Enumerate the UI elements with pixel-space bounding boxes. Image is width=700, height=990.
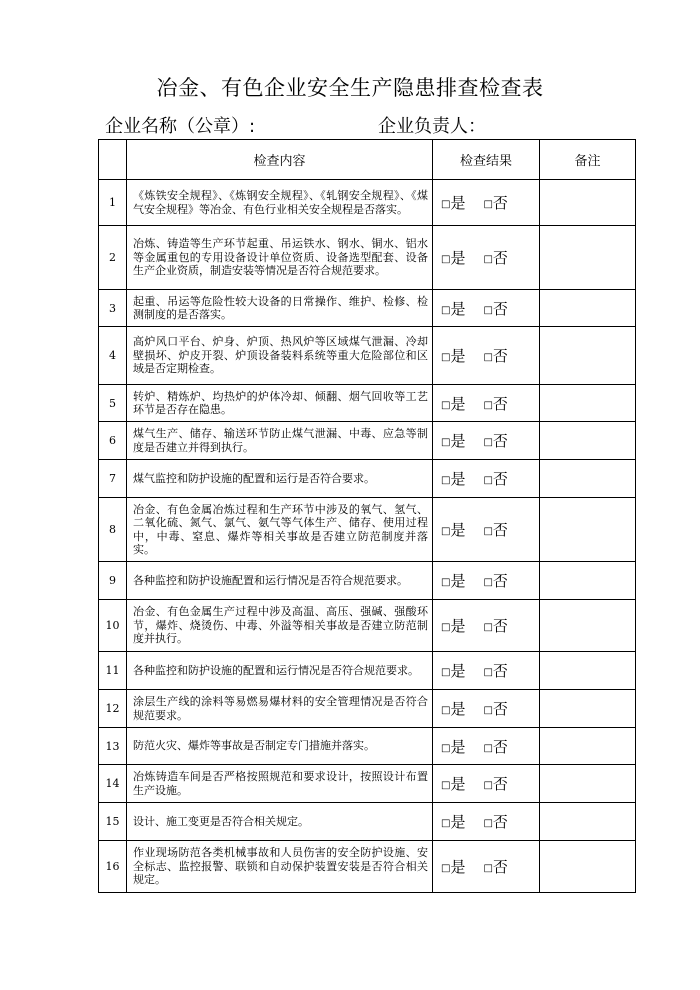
check-content: 冶炼铸造车间是否严格按照规范和要求设计，按照设计布置生产设施。 (127, 765, 433, 803)
header-result: 检查结果 (433, 140, 540, 180)
check-result (433, 765, 540, 803)
checkbox-icon[interactable]: □ (483, 863, 493, 874)
checkbox-icon[interactable]: □ (441, 863, 451, 874)
result-no-option[interactable] (483, 856, 507, 877)
check-result (433, 422, 540, 460)
check-content: 设计、施工变更是否符合相关规定。 (127, 803, 433, 841)
row-number: 1 (99, 180, 127, 226)
result-no-option[interactable] (483, 468, 507, 489)
table-row (99, 803, 636, 841)
remark-cell[interactable] (540, 180, 636, 226)
option-label-yes: 是 (450, 617, 466, 635)
check-content: 涂层生产线的涂料等易燃易爆材料的安全管理情况是否符合规范要求。 (127, 690, 433, 728)
result-no-option[interactable] (483, 298, 507, 319)
option-label-yes: 是 (450, 394, 466, 413)
result-yes-option[interactable] (441, 468, 465, 489)
checkbox-icon[interactable]: □ (441, 526, 451, 537)
checkbox-icon[interactable]: □ (441, 199, 451, 210)
table-row (99, 498, 636, 562)
option-label-yes: 是 (450, 194, 466, 212)
check-content: 各种监控和防护设施配置和运行情况是否符合规范要求。 (127, 562, 433, 600)
row-number: 12 (99, 690, 127, 728)
check-content: 起重、吊运等危险性较大设备的日常操作、维护、检修、检测制度的是否落实。 (127, 290, 433, 327)
result-yes-option[interactable] (441, 393, 465, 414)
row-number: 10 (99, 600, 127, 652)
check-content: 转炉、精炼炉、均热炉的炉体冷却、倾翻、烟气回收等工艺环节是否存在隐患。 (127, 385, 433, 422)
checkbox-icon[interactable]: □ (483, 399, 493, 411)
table-row (99, 600, 636, 652)
company-name-label: 企业名称（公章）: (105, 116, 256, 137)
option-label-yes: 是 (450, 700, 466, 718)
checkbox-icon[interactable]: □ (441, 475, 451, 486)
remark-cell[interactable] (540, 841, 636, 893)
checkbox-icon[interactable]: □ (483, 818, 493, 829)
option-label-yes: 是 (450, 858, 466, 876)
result-yes-option[interactable] (441, 298, 465, 319)
remark-cell[interactable] (540, 422, 636, 460)
option-label-yes: 是 (450, 737, 466, 756)
table-header-row (99, 140, 636, 180)
check-result (433, 690, 540, 728)
checkbox-icon[interactable]: □ (483, 526, 493, 537)
option-label-yes: 是 (450, 813, 466, 831)
result-yes-option[interactable] (441, 570, 465, 591)
table-row (99, 385, 636, 422)
row-number: 6 (99, 422, 127, 460)
remark-cell[interactable] (540, 803, 636, 841)
page-title: 冶金、有色企业安全生产隐患排查检查表 (156, 76, 544, 100)
checkbox-icon[interactable]: □ (483, 352, 493, 363)
checkbox-icon[interactable]: □ (483, 577, 493, 588)
check-result (433, 728, 540, 765)
result-yes-option[interactable] (441, 615, 465, 636)
option-label-no: 否 (492, 737, 508, 756)
row-number: 13 (99, 728, 127, 765)
check-content: 冶金、有色金属生产过程中涉及高温、高压、强碱、强酸环节，爆炸、烧烫伤、中毒、外溢等相关事故是否建立防范制度并执行。 (127, 600, 433, 652)
header-remark: 备注 (540, 140, 636, 180)
remark-cell[interactable] (540, 600, 636, 652)
option-label-no: 否 (492, 572, 508, 590)
checkbox-icon[interactable]: □ (441, 622, 451, 633)
result-no-option[interactable] (483, 736, 507, 757)
result-yes-option[interactable] (441, 698, 465, 719)
checkbox-icon[interactable]: □ (441, 254, 451, 265)
row-number: 2 (99, 226, 127, 290)
result-yes-option[interactable] (441, 345, 465, 366)
check-result (433, 226, 540, 290)
result-yes-option[interactable] (441, 247, 465, 268)
checkbox-icon[interactable]: □ (483, 622, 493, 633)
table-row (99, 841, 636, 893)
result-no-option[interactable] (483, 519, 507, 540)
option-label-yes: 是 (450, 521, 466, 539)
option-label-yes: 是 (450, 249, 466, 267)
option-label-no: 否 (492, 299, 508, 318)
check-result (433, 803, 540, 841)
table-row (99, 765, 636, 803)
checkbox-icon[interactable]: □ (441, 780, 451, 791)
check-content: 《炼铁安全规程》、《炼钢安全规程》、《轧钢安全规程》、《煤气安全规程》等冶金、有色行业相关安全规程是否落实。 (127, 180, 433, 226)
remark-cell[interactable] (540, 498, 636, 562)
header-content: 检查内容 (127, 140, 433, 180)
option-label-no: 否 (492, 347, 508, 365)
checkbox-icon[interactable]: □ (483, 705, 493, 716)
checkbox-icon[interactable]: □ (483, 475, 493, 486)
table-row (99, 290, 636, 327)
option-label-no: 否 (492, 394, 508, 413)
option-label-yes: 是 (450, 572, 466, 590)
result-no-option[interactable] (483, 773, 507, 794)
option-label-no: 否 (492, 662, 508, 680)
table-row (99, 690, 636, 728)
check-content: 煤气监控和防护设施的配置和运行是否符合要求。 (127, 460, 433, 498)
checkbox-icon[interactable]: □ (483, 437, 493, 448)
row-number: 8 (99, 498, 127, 562)
option-label-no: 否 (492, 700, 508, 718)
table-row (99, 327, 636, 385)
table-row (99, 180, 636, 226)
option-label-yes: 是 (450, 775, 466, 793)
check-result (433, 841, 540, 893)
option-label-no: 否 (492, 521, 508, 539)
table-row (99, 562, 636, 600)
result-no-option[interactable] (483, 247, 507, 268)
row-number: 7 (99, 460, 127, 498)
checkbox-icon[interactable]: □ (441, 399, 451, 411)
result-no-option[interactable] (483, 811, 507, 832)
checkbox-icon[interactable]: □ (441, 304, 451, 316)
option-label-no: 否 (492, 813, 508, 831)
row-number: 16 (99, 841, 127, 893)
remark-cell[interactable] (540, 728, 636, 765)
remark-cell[interactable] (540, 460, 636, 498)
check-result (433, 652, 540, 690)
check-result (433, 600, 540, 652)
option-label-no: 否 (492, 194, 508, 212)
result-yes-option[interactable] (441, 773, 465, 794)
checklist-table (98, 139, 636, 893)
owner-label: 企业负责人： (378, 116, 486, 137)
checkbox-icon[interactable]: □ (483, 304, 493, 316)
remark-cell[interactable] (540, 765, 636, 803)
remark-cell[interactable] (540, 226, 636, 290)
result-yes-option[interactable] (441, 519, 465, 540)
check-content: 防范火灾、爆炸等事故是否制定专门措施并落实。 (127, 728, 433, 765)
result-yes-option[interactable] (441, 856, 465, 877)
check-result (433, 385, 540, 422)
check-content: 煤气生产、储存、输送环节防止煤气泄漏、中毒、应急等制度是否建立并得到执行。 (127, 422, 433, 460)
remark-cell[interactable] (540, 690, 636, 728)
option-label-yes: 是 (450, 347, 466, 365)
form-header (105, 112, 625, 138)
option-label-no: 否 (492, 858, 508, 876)
check-result (433, 562, 540, 600)
result-yes-option[interactable] (441, 811, 465, 832)
result-yes-option[interactable] (441, 192, 465, 213)
result-no-option[interactable] (483, 570, 507, 591)
row-number: 9 (99, 562, 127, 600)
check-result (433, 498, 540, 562)
option-label-no: 否 (492, 432, 508, 450)
remark-cell[interactable] (540, 385, 636, 422)
result-no-option[interactable] (483, 660, 507, 681)
row-number: 11 (99, 652, 127, 690)
option-label-no: 否 (492, 470, 508, 488)
remark-cell[interactable] (540, 290, 636, 327)
checkbox-icon[interactable]: □ (483, 780, 493, 791)
row-number: 4 (99, 327, 127, 385)
check-content: 作业现场防范各类机械事故和人员伤害的安全防护设施、安全标志、监控报警、联锁和自动保护装置安装是否符合相关规定。 (127, 841, 433, 893)
result-no-option[interactable] (483, 698, 507, 719)
table-row (99, 226, 636, 290)
check-result (433, 460, 540, 498)
result-no-option[interactable] (483, 192, 507, 213)
option-label-yes: 是 (450, 470, 466, 488)
row-number: 3 (99, 290, 127, 327)
check-result (433, 180, 540, 226)
remark-cell[interactable] (540, 562, 636, 600)
header-number (99, 140, 127, 180)
result-yes-option[interactable] (441, 430, 465, 451)
checkbox-icon[interactable]: □ (441, 437, 451, 448)
checkbox-icon[interactable]: □ (441, 742, 451, 754)
checkbox-icon[interactable]: □ (441, 577, 451, 588)
checkbox-icon[interactable]: □ (441, 705, 451, 716)
check-content: 高炉风口平台、炉身、炉顶、热风炉等区域煤气泄漏、冷却壁损坏、炉皮开裂、炉顶设备装料系统等重大危险部位和区域是否定期检查。 (127, 327, 433, 385)
row-number: 5 (99, 385, 127, 422)
result-no-option[interactable] (483, 393, 507, 414)
checkbox-icon[interactable]: □ (441, 352, 451, 363)
option-label-yes: 是 (450, 432, 466, 450)
check-content: 冶金、有色金属冶炼过程和生产环节中涉及的氧气、氢气、二氧化硫、氮气、氯气、氨气等气体生产、储存、使用过程中，中毒、窒息、爆炸等相关事故是否建立防范制度并落实。 (127, 498, 433, 562)
table-row (99, 652, 636, 690)
check-result (433, 327, 540, 385)
table-row (99, 422, 636, 460)
option-label-no: 否 (492, 617, 508, 635)
checkbox-icon[interactable]: □ (483, 199, 493, 210)
check-content: 冶炼、铸造等生产环节起重、吊运铁水、钢水、铜水、铝水等金属重包的专用设备设计单位资质、设备选型配套、设备生产企业资质，制造安装等情况是否符合规范要求。 (127, 226, 433, 290)
result-yes-option[interactable] (441, 736, 465, 757)
result-yes-option[interactable] (441, 660, 465, 681)
table-row (99, 460, 636, 498)
remark-cell[interactable] (540, 327, 636, 385)
checkbox-icon[interactable]: □ (441, 667, 451, 678)
remark-cell[interactable] (540, 652, 636, 690)
option-label-no: 否 (492, 249, 508, 267)
result-no-option[interactable] (483, 430, 507, 451)
option-label-yes: 是 (450, 299, 466, 318)
option-label-yes: 是 (450, 662, 466, 680)
table-row (99, 728, 636, 765)
check-result (433, 290, 540, 327)
result-no-option[interactable] (483, 345, 507, 366)
checkbox-icon[interactable]: □ (483, 254, 493, 265)
row-number: 15 (99, 803, 127, 841)
checkbox-icon[interactable]: □ (483, 742, 493, 754)
result-no-option[interactable] (483, 615, 507, 636)
row-number: 14 (99, 765, 127, 803)
check-content: 各种监控和防护设施的配置和运行情况是否符合规范要求。 (127, 652, 433, 690)
checkbox-icon[interactable]: □ (483, 667, 493, 678)
checkbox-icon[interactable]: □ (441, 818, 451, 829)
option-label-no: 否 (492, 775, 508, 793)
